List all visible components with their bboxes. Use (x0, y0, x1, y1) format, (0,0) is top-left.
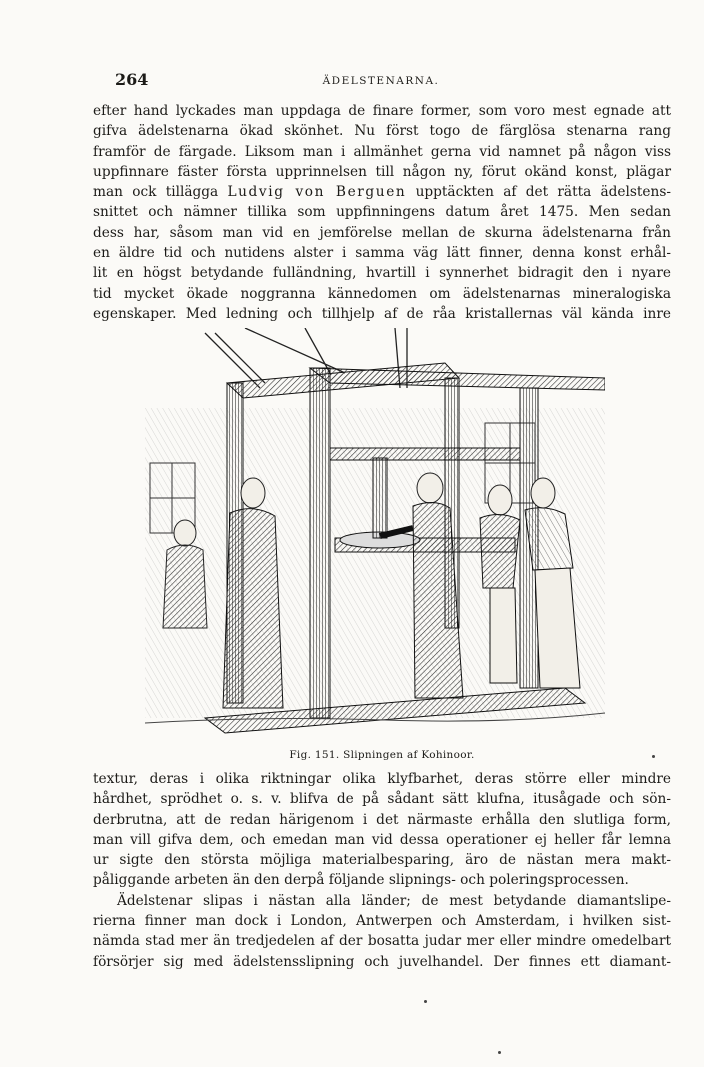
text-fragment: man ock tillägga (93, 184, 219, 201)
text-line: hårdhet, sprödhet o. s. v. blifva de på sådant sätt klufna, itusågade och sön- (93, 791, 671, 808)
paragraph-1 (93, 101, 671, 324)
page-speck (498, 1051, 501, 1054)
text-line: nämda stad mer än tredjedelen af der bosatta judar mer eller mindre omedelbart (93, 933, 671, 950)
text-line: försörjer sig med ädelstensslipning och juvelhandel. Der finnes ett diamant- (93, 953, 671, 970)
text-line: textur, deras i olika riktningar olika klyfbarhet, deras större eller mindre (93, 771, 671, 787)
text-line: ur sigte den största möjliga materialbesparing, äro de nästan mera makt- (93, 852, 671, 869)
text-fragment: upptäckten af det rätta ädelstens- (415, 184, 671, 201)
cutting-machine-engraving (145, 328, 605, 740)
text-line: efter hand lyckades man uppdaga de finare former, som voro mest egnade att (93, 103, 671, 119)
text-line: framför de färgade. Liksom man i allmänhet gerna vid namnet på någon viss (93, 143, 671, 160)
text-line: dess har, såsom man vid en jemförelse mellan de skurna ädelstenarna från (93, 224, 671, 241)
text-line: Ädelstenar slipas i nästan alla länder; de mest betydande diamantslipe- (117, 892, 671, 909)
text-line: egenskaper. Med ledning och tillhjelp af de råa kristallernas väl kända inre (93, 305, 671, 322)
page-speck (652, 755, 655, 758)
text-line: man vill gifva dem, och emedan man vid dessa operationer ej heller får lemna (93, 831, 671, 848)
page-header (93, 70, 669, 92)
page-speck (424, 1000, 427, 1003)
text-line: påliggande arbeten än den derpå följande slipnings- och poleringsprocessen. (93, 872, 629, 889)
text-line: snittet och nämner tillika som uppfinningens datum året 1475. Men sedan (93, 204, 671, 221)
text-line: rierna finner man dock i London, Antwerpen och Amsterdam, i hvilken sist- (93, 913, 671, 930)
inventor-name: Ludvig von Berguen (227, 184, 407, 201)
running-title: ÄDELSTENARNA. (322, 75, 440, 87)
text-line: derbrutna, att de redan härigenom i det närmaste erhålla den slutliga form, (93, 811, 671, 828)
text-line: lit en högst betydande fulländning, hvartill i synnerhet bidragit den i nyare (93, 265, 671, 282)
text-line: tid mycket ökade noggranna kännedomen om ädelstenarnas mineralogiska (93, 285, 671, 302)
page-number: 264 (115, 70, 149, 89)
figure-caption: Fig. 151. Slipningen af Kohinoor. (289, 749, 475, 761)
engraving-illustration (145, 328, 605, 740)
text-line: uppfinnare fäster första upprinnelsen till någon ny, förut okänd konst, plägar (93, 163, 671, 180)
text-line: en äldre tid och nutidens alster i samma väg lätt finner, denna konst erhål- (93, 245, 671, 262)
text-line: gifva ädelstenarna ökad skönhet. Nu först togo de färglösa stenarna rang (93, 123, 671, 140)
text-line (93, 182, 671, 202)
paragraph-2 (93, 769, 671, 972)
